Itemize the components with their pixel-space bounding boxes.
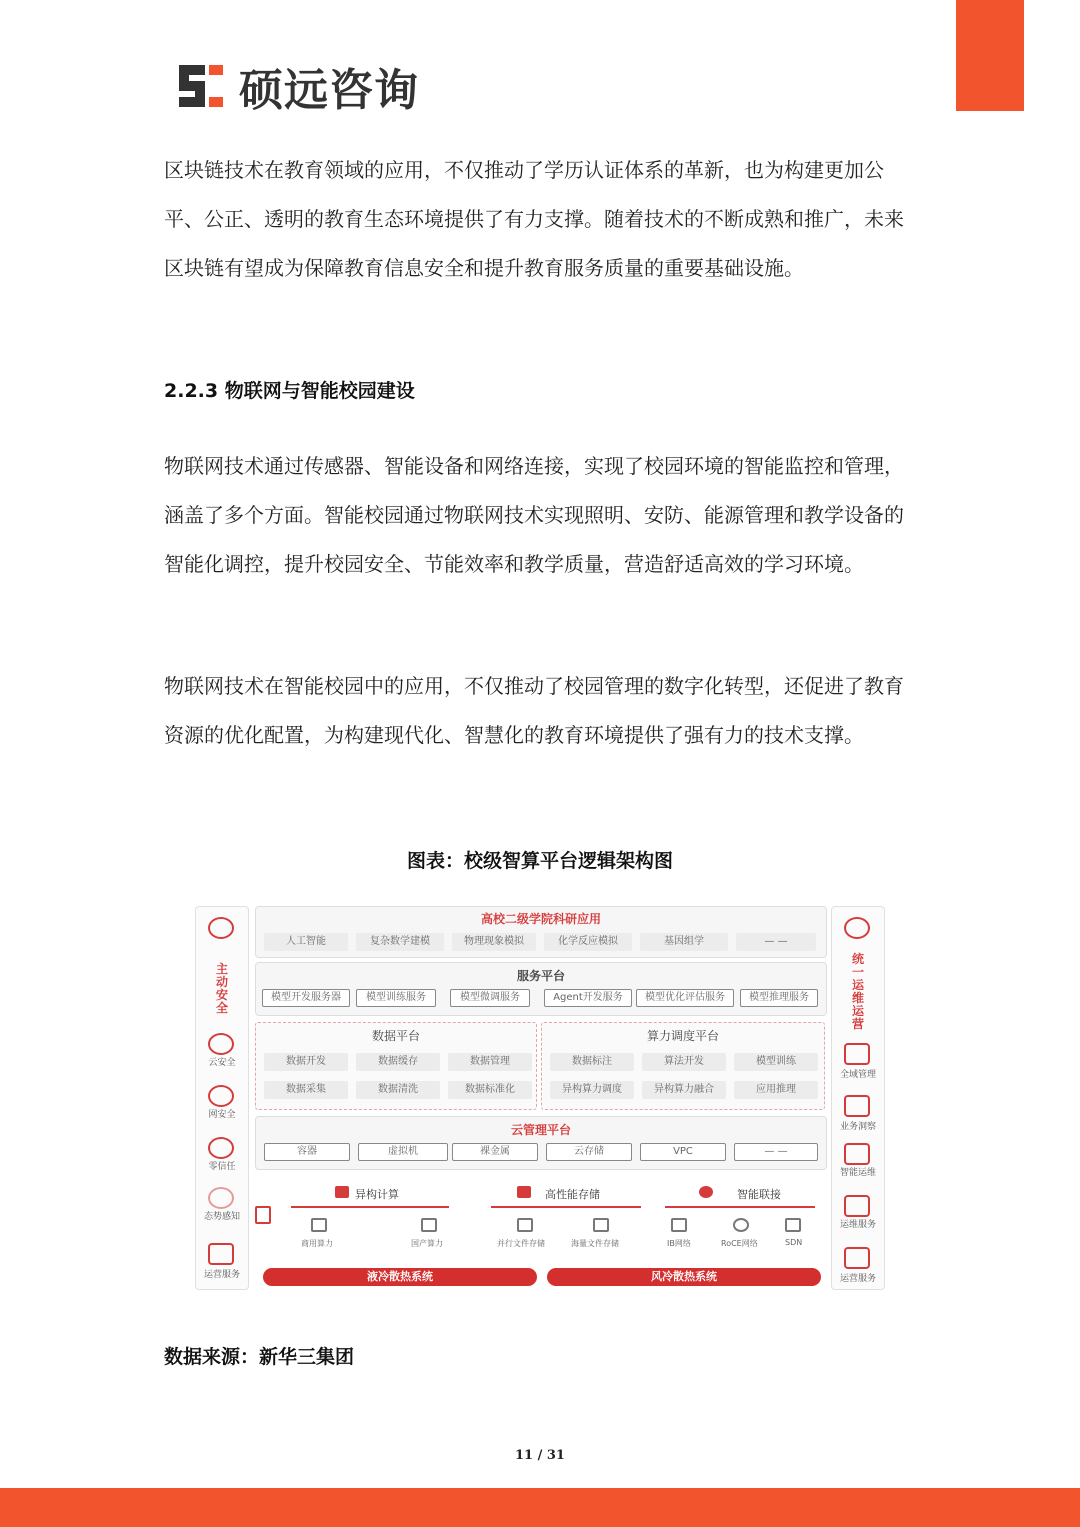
roce-icon xyxy=(733,1218,749,1232)
left-security-column xyxy=(195,906,249,1290)
gear-icon xyxy=(844,917,870,939)
data-item: 数据采集 xyxy=(264,1081,348,1099)
storage-divider xyxy=(491,1206,641,1208)
right-item-label: 运营服务 xyxy=(839,1274,876,1284)
disk-icon xyxy=(517,1218,533,1232)
left-item-label: 运营服务 xyxy=(203,1270,240,1280)
infra-row xyxy=(255,1174,825,1264)
right-item-label: 业务洞察 xyxy=(839,1122,876,1132)
right-item-label: 运维服务 xyxy=(839,1220,876,1230)
compute-icon xyxy=(335,1186,349,1198)
logo-mark-icon xyxy=(175,61,227,111)
insight-icon xyxy=(844,1095,870,1117)
compute-item: 异构算力融合 xyxy=(642,1081,726,1099)
infra-item-label: RoCE网络 xyxy=(721,1239,758,1248)
cloud-mgmt-block xyxy=(255,1116,827,1170)
paragraph-iot-1: 物联网技术通过传感器、智能设备和网络连接，实现了校园环境的智能监控和管理，涵盖了多个方面。智能校园通过物联网技术实现照明、安防、能源管理和教学设备的智能化调控，提升校园安全、节能效率和教学质量，营造舒适高效的学习环境。 xyxy=(164,454,904,576)
chip-icon xyxy=(421,1218,437,1232)
app-item: 人工智能 xyxy=(264,933,348,951)
app-item: 物理现象模拟 xyxy=(452,933,536,951)
infra-group-title: 异构计算 xyxy=(355,1188,399,1201)
service-item: 模型微调服务 xyxy=(450,989,530,1007)
right-item-label: 智能运维 xyxy=(839,1168,876,1178)
network-hub-icon xyxy=(699,1186,713,1198)
page-number: 11 / 31 xyxy=(515,1448,565,1463)
infra-item-label: SDN xyxy=(785,1238,803,1247)
server-rack-icon xyxy=(255,1206,271,1224)
data-item: 数据缓存 xyxy=(356,1053,440,1071)
app-item: 基因组学 xyxy=(640,933,728,951)
infra-group-title: 智能联接 xyxy=(737,1188,781,1201)
switch-icon xyxy=(671,1218,687,1232)
corner-accent-block xyxy=(956,0,1024,111)
maintenance-icon xyxy=(844,1195,870,1217)
app-item: 化学反应模拟 xyxy=(544,933,632,951)
network-divider xyxy=(665,1206,815,1208)
infra-item-label: 商用算力 xyxy=(301,1239,333,1248)
storage-icon xyxy=(517,1186,531,1198)
operation-icon xyxy=(844,1247,870,1269)
lock-icon xyxy=(208,1137,234,1159)
service-item: 模型推理服务 xyxy=(740,989,818,1007)
sdn-icon xyxy=(785,1218,801,1232)
ops-icon xyxy=(844,1143,870,1165)
bottom-accent-bar xyxy=(0,1488,1080,1527)
compute-divider xyxy=(291,1206,449,1208)
brand-name: 硕远咨询 xyxy=(239,65,419,116)
right-item-label: 全域管理 xyxy=(839,1070,876,1080)
data-item: 数据标准化 xyxy=(448,1081,532,1099)
infra-item-label: IB网络 xyxy=(667,1239,691,1248)
apps-title: 高校二级学院科研应用 xyxy=(480,912,601,926)
left-item-label: 零信任 xyxy=(208,1162,236,1172)
service-title: 服务平台 xyxy=(516,969,565,983)
radar-icon xyxy=(208,1187,234,1209)
paragraph-blockchain: 区块链技术在教育领域的应用，不仅推动了学历认证体系的革新，也为构建更加公平、公正、透明的教育生态环境提供了有力支撑。随着技术的不断成熟和推广，未来区块链有望成为保障教育信息安全和提升教育服务质量的重要基础设施。 xyxy=(164,158,904,280)
service-item: 模型开发服务器 xyxy=(262,989,350,1007)
liquid-cooling-bar: 液冷散热系统 xyxy=(263,1268,537,1286)
section-heading: 2.2.3 物联网与智能校园建设 xyxy=(164,380,415,402)
infra-item-label: 并行文件存储 xyxy=(497,1239,545,1248)
service-item: 模型优化评估服务 xyxy=(636,989,734,1007)
cloud-item: 云存储 xyxy=(546,1143,632,1161)
compute-item: 数据标注 xyxy=(550,1053,634,1071)
figure-title: 图表：校级智算平台逻辑架构图 xyxy=(406,850,673,872)
right-ops-column xyxy=(831,906,885,1290)
data-item: 数据开发 xyxy=(264,1053,348,1071)
data-platform-panel xyxy=(255,1022,537,1110)
compute-platform-title: 算力调度平台 xyxy=(646,1029,719,1043)
infra-item-label: 海量文件存储 xyxy=(571,1239,619,1248)
network-icon xyxy=(208,1085,234,1107)
cloud-item: — — xyxy=(734,1143,818,1161)
cloud-item: 裸金属 xyxy=(452,1143,538,1161)
infra-item-label: 国产算力 xyxy=(411,1239,443,1248)
data-item: 数据管理 xyxy=(448,1053,532,1071)
architecture-diagram xyxy=(193,902,887,1292)
paragraph-iot-2: 物联网技术在智能校园中的应用，不仅推动了校园管理的数字化转型，还促进了教育资源的优化配置，为构建现代化、智慧化的教育环境提供了强有力的技术支撑。 xyxy=(164,674,904,747)
compute-platform-panel xyxy=(541,1022,825,1110)
server-icon xyxy=(311,1218,327,1232)
service-item: Agent开发服务 xyxy=(544,989,632,1007)
app-item: 复杂数学建模 xyxy=(356,933,444,951)
air-cooling-bar: 风冷散热系统 xyxy=(547,1268,821,1286)
archive-icon xyxy=(593,1218,609,1232)
service-icon xyxy=(208,1243,234,1265)
left-item-label: 云安全 xyxy=(208,1058,236,1068)
service-item: 模型训练服务 xyxy=(356,989,436,1007)
brand-logo xyxy=(175,58,419,114)
cloud-item: VPC xyxy=(640,1143,726,1161)
apps-block xyxy=(255,906,827,958)
document-icon xyxy=(844,1043,870,1065)
left-vertical-label: 主动安全 xyxy=(215,962,228,1015)
shield-globe-icon xyxy=(208,917,234,939)
app-item: — — xyxy=(736,933,816,951)
compute-item: 异构算力调度 xyxy=(550,1081,634,1099)
data-item: 数据清洗 xyxy=(356,1081,440,1099)
compute-item: 算法开发 xyxy=(642,1053,726,1071)
compute-item: 应用推理 xyxy=(734,1081,818,1099)
left-item-label: 网安全 xyxy=(208,1110,236,1120)
compute-item: 模型训练 xyxy=(734,1053,818,1071)
cloud-title: 云管理平台 xyxy=(510,1123,571,1137)
platform-row xyxy=(255,1018,825,1112)
data-platform-title: 数据平台 xyxy=(371,1029,420,1043)
data-source: 数据来源：新华三集团 xyxy=(164,1346,355,1368)
cloud-item: 虚拟机 xyxy=(358,1143,448,1161)
right-vertical-label: 统一运维运营 xyxy=(851,952,864,1031)
cloud-icon xyxy=(208,1033,234,1055)
left-item-label: 态势感知 xyxy=(203,1212,240,1222)
service-platform-block xyxy=(255,962,827,1016)
infra-group-title: 高性能存储 xyxy=(545,1188,600,1201)
cloud-item: 容器 xyxy=(264,1143,350,1161)
